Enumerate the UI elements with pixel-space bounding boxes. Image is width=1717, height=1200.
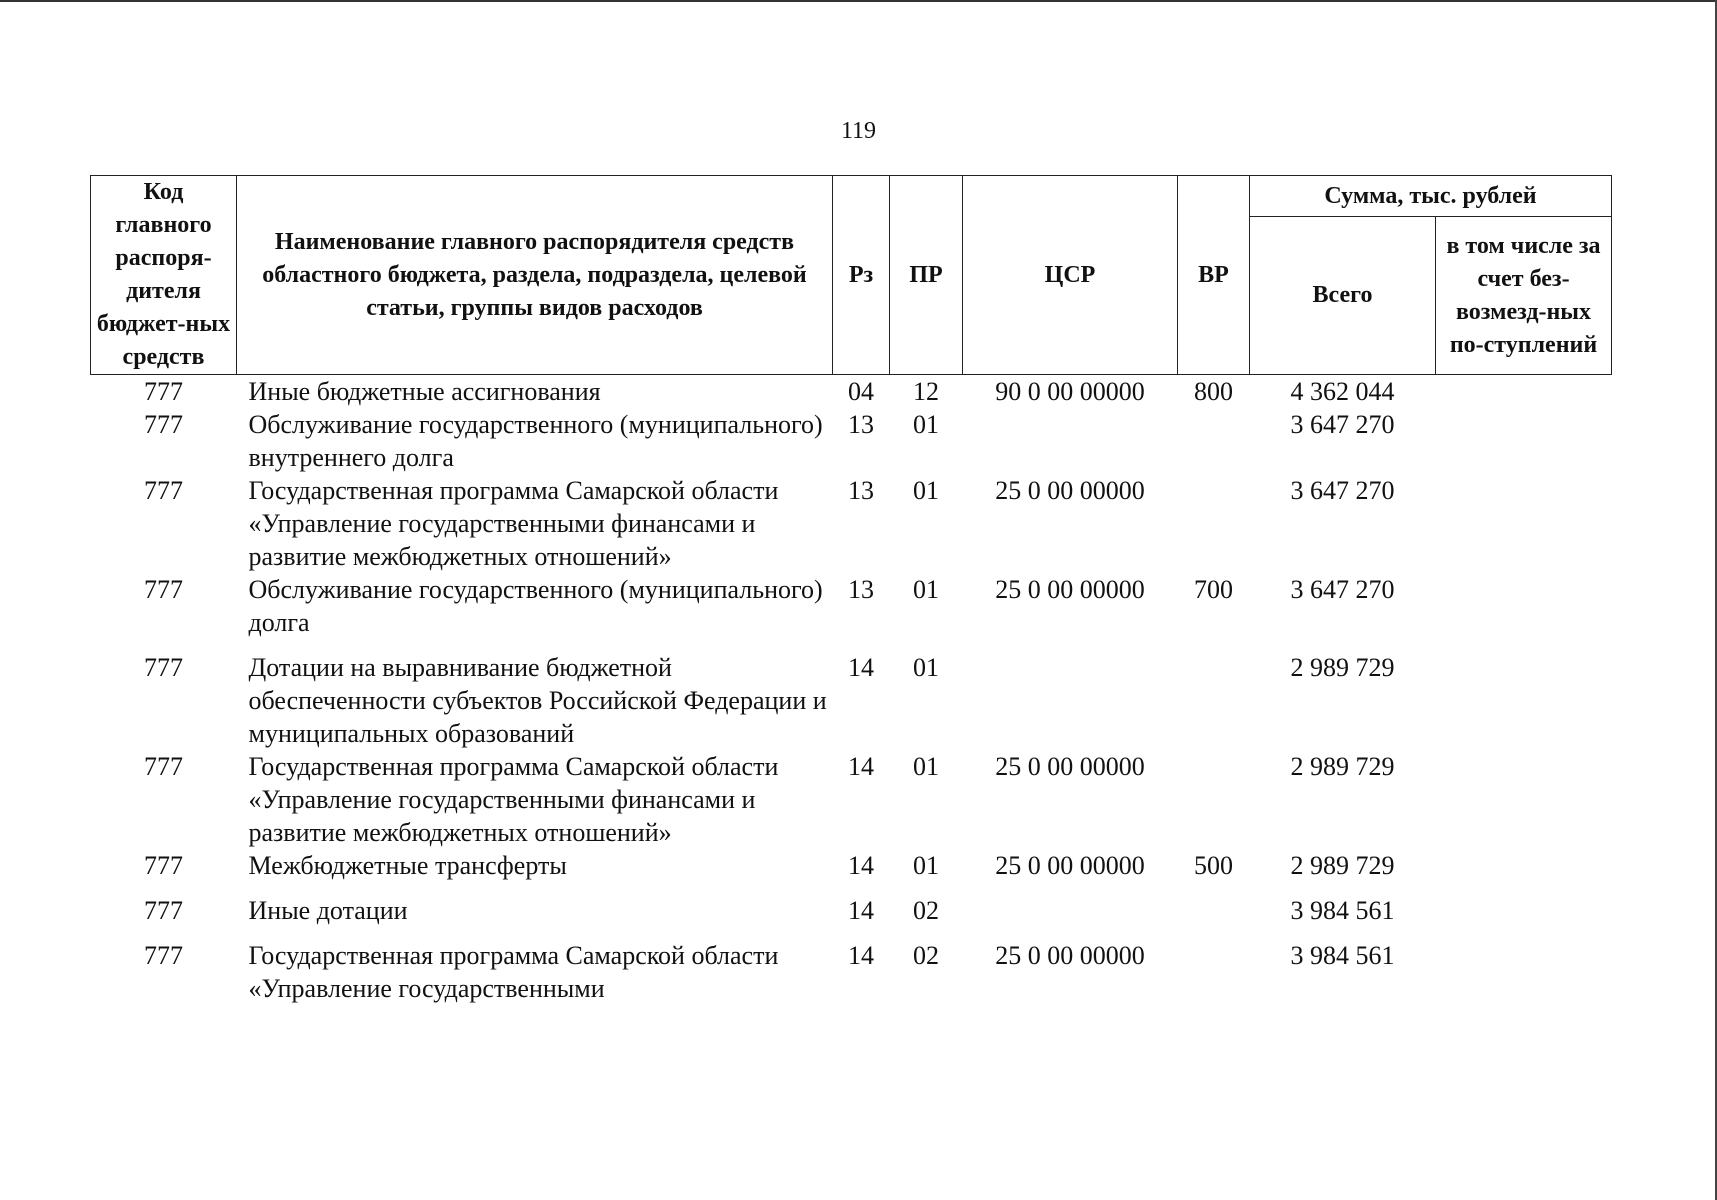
cell-name: Обслуживание государственного (муниципального) внутреннего долга (248, 410, 823, 472)
cell-code: 777 (144, 476, 183, 505)
table-row (91, 408, 1612, 474)
cell-csr: 25 0 00 00000 (995, 476, 1145, 505)
cell-code: 777 (144, 851, 183, 880)
cell-csr (963, 894, 1178, 939)
table-row (91, 849, 1612, 894)
cell-vr (1178, 474, 1250, 573)
cell-name: Государственная программа Самарской области «Управление государственными (248, 941, 779, 1003)
cell-rz: 14 (848, 941, 874, 970)
cell-rz: 14 (848, 752, 874, 781)
cell-name: Иные бюджетные ассигнования (248, 377, 601, 406)
cell-grants (1436, 408, 1612, 474)
cell-code: 777 (144, 575, 183, 604)
cell-total: 3 984 561 (1290, 941, 1395, 970)
cell-code: 777 (144, 941, 183, 970)
cell-vr: 500 (1194, 851, 1233, 880)
cell-csr (963, 408, 1178, 474)
cell-rz: 13 (848, 476, 874, 505)
header-total: Всего (1250, 217, 1436, 375)
cell-grants (1436, 573, 1612, 651)
table-row (91, 894, 1612, 939)
table-row (91, 651, 1612, 750)
cell-csr: 25 0 00 00000 (995, 752, 1145, 781)
header-csr: ЦСР (963, 176, 1178, 375)
table-row (91, 750, 1612, 849)
table-row (91, 939, 1612, 1005)
table-header (91, 176, 1612, 375)
header-pr: ПР (890, 176, 963, 375)
cell-code: 777 (144, 410, 183, 439)
cell-rz: 14 (848, 653, 874, 682)
cell-pr: 12 (913, 377, 939, 406)
cell-vr (1178, 939, 1250, 1005)
header-vr: ВР (1178, 176, 1250, 375)
cell-pr: 02 (913, 896, 939, 925)
cell-code: 777 (144, 896, 183, 925)
cell-grants (1436, 894, 1612, 939)
cell-total: 3 647 270 (1290, 410, 1395, 439)
cell-total: 4 362 044 (1290, 377, 1395, 406)
page-top-border (0, 0, 1717, 2)
cell-code: 777 (144, 752, 183, 781)
cell-grants (1436, 750, 1612, 849)
cell-pr: 01 (913, 851, 939, 880)
cell-vr: 700 (1194, 575, 1233, 604)
cell-rz: 13 (848, 575, 874, 604)
cell-name: Иные дотации (248, 896, 408, 925)
cell-grants (1436, 849, 1612, 894)
cell-pr: 01 (913, 653, 939, 682)
budget-table (90, 175, 1612, 1005)
cell-pr: 01 (913, 476, 939, 505)
cell-name: Обслуживание государственного (муниципального) долга (248, 575, 823, 637)
cell-code: 777 (144, 377, 183, 406)
cell-rz: 04 (848, 377, 874, 406)
header-grants: в том числе за счет без-возмезд-ных по-ступлений (1436, 217, 1612, 375)
cell-total: 2 989 729 (1290, 752, 1395, 781)
cell-csr: 25 0 00 00000 (995, 851, 1145, 880)
cell-name: Межбюджетные трансферты (248, 851, 567, 880)
cell-name: Дотации на выравнивание бюджетной обеспеченности субъектов Российской Федерации и муниципальных образований (248, 653, 827, 748)
cell-vr (1178, 894, 1250, 939)
cell-grants (1436, 375, 1612, 409)
cell-total: 3 984 561 (1290, 896, 1395, 925)
cell-rz: 14 (848, 851, 874, 880)
cell-vr: 800 (1194, 377, 1233, 406)
cell-grants (1436, 651, 1612, 750)
cell-vr (1178, 408, 1250, 474)
cell-csr: 25 0 00 00000 (995, 941, 1145, 970)
cell-pr: 01 (913, 410, 939, 439)
cell-csr: 90 0 00 00000 (995, 377, 1145, 406)
cell-grants (1436, 474, 1612, 573)
cell-name: Государственная программа Самарской области «Управление государственными финансами и развитие межбюджетных отношений» (248, 476, 779, 571)
cell-rz: 13 (848, 410, 874, 439)
cell-pr: 01 (913, 575, 939, 604)
cell-vr (1178, 750, 1250, 849)
table-row (91, 474, 1612, 573)
header-sum: Сумма, тыс. рублей (1250, 176, 1612, 217)
table-body (91, 375, 1612, 1006)
header-rz: Рз (833, 176, 890, 375)
cell-pr: 01 (913, 752, 939, 781)
cell-rz: 14 (848, 896, 874, 925)
cell-vr (1178, 651, 1250, 750)
header-code: Код главного распоря-дителя бюджет-ных средств (91, 176, 237, 375)
cell-name: Государственная программа Самарской области «Управление государственными финансами и развитие межбюджетных отношений» (248, 752, 779, 847)
cell-total: 3 647 270 (1290, 476, 1395, 505)
cell-total: 2 989 729 (1290, 653, 1395, 682)
cell-total: 3 647 270 (1290, 575, 1395, 604)
table-row (91, 573, 1612, 651)
page-number: 119 (840, 118, 877, 144)
cell-grants (1436, 939, 1612, 1005)
cell-csr: 25 0 00 00000 (995, 575, 1145, 604)
header-name: Наименование главного распорядителя средств областного бюджета, раздела, подраздела, целевой статьи, группы видов расходов (237, 176, 833, 375)
cell-code: 777 (144, 653, 183, 682)
cell-total: 2 989 729 (1290, 851, 1395, 880)
cell-csr (963, 651, 1178, 750)
table-row (91, 375, 1612, 409)
cell-pr: 02 (913, 941, 939, 970)
